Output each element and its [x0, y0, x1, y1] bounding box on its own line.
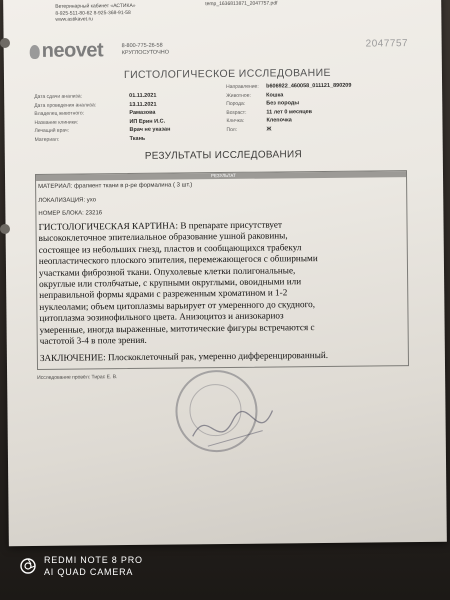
watermark-model: REDMI NOTE 8 PRO: [44, 555, 143, 565]
field-label: Пол:: [226, 126, 238, 133]
field-label: Дата сдачи анализа:: [34, 93, 83, 100]
print-header-phones: 8-925-511-80-62 8-925-368-91-58: [55, 9, 131, 17]
field-value: Без породы: [266, 100, 300, 107]
description-line: неопластического плоского эпителия, перемежающегося с обширными: [38, 253, 318, 267]
field-value: 11 лет 0 месяцев: [266, 108, 313, 116]
field-label: Дата проведения анализа:: [34, 101, 97, 109]
result-bar: [36, 171, 406, 181]
field-value: ИП Ерин И.С.: [129, 118, 166, 125]
signature: [187, 395, 278, 456]
field-row: [226, 124, 426, 135]
description-line: округлые или столбчатые, с крупными округлыми, овоидными или: [39, 276, 302, 289]
left-fields: [34, 92, 235, 145]
description-line: состоящее из небольших гнезд, пластов и сообщающихся трабекул: [38, 242, 302, 255]
field-value: 01.11.2021: [129, 92, 157, 99]
description-line: частотой 3-4 в поле зрения.: [39, 334, 147, 347]
field-label: Возраст:: [226, 109, 247, 116]
localization-line: ЛОКАЛИЗАЦИЯ: ухо: [38, 197, 97, 204]
field-value: 13.11.2021: [129, 101, 157, 108]
conclusion: ЗАКЛЮЧЕНИЕ: Плоскоклеточный рак, умеренно дифференцированный.: [39, 349, 329, 363]
clinic-logo: [30, 39, 104, 63]
clinic-phone: 8-800-775-26-58: [121, 42, 163, 50]
print-header-url: temp_1636813871_2047757.pdf: [205, 0, 278, 8]
field-value: Рамазова: [129, 109, 156, 116]
description-line: нуклеолами; объем цитоплазмы варьирует от умеренного до скудного,: [39, 298, 316, 312]
field-label: Порода:: [226, 100, 246, 107]
description-line: участками фиброзной ткани. Опухолевые клетки полигональные,: [38, 264, 296, 278]
camera-watermark: [20, 555, 143, 577]
logo-leaf-icon: [30, 44, 40, 58]
document-sheet: [3, 0, 447, 546]
document-title: ГИСТОЛОГИЧЕСКОЕ ИССЛЕДОВАНИЕ: [123, 66, 331, 82]
watermark-camera: AI QUAD CAMERA: [44, 567, 134, 577]
field-value: Ткань: [129, 135, 146, 142]
clinic-hours: КРУГЛОСУТОЧНО: [121, 49, 170, 57]
field-label: Название клиники:: [34, 119, 79, 126]
field-value: Врач не указан: [129, 126, 171, 133]
camera-lens-icon: [20, 558, 36, 574]
result-box: [35, 170, 409, 370]
description-line: умеренные, иногда выраженные, митотические фигуры встречаются с: [39, 321, 315, 335]
print-header-site: www.astikavet.ru: [55, 16, 93, 23]
field-value: Клепочка: [266, 117, 292, 124]
right-fields: [226, 82, 427, 135]
field-value: b606922_460058_011121_890209: [266, 82, 352, 90]
description-line: высококлеточное эпителиальное образование ушной раковины,: [38, 230, 288, 244]
field-label: Владелец животного:: [34, 110, 85, 117]
field-label: Лечащий врач:: [34, 127, 70, 134]
field-label: Материал:: [34, 136, 60, 143]
block-number-line: НОМЕР БЛОКА: 23216: [38, 210, 103, 217]
watermark-text: [44, 555, 143, 577]
field-value: Ж: [266, 126, 272, 133]
order-number: 2047757: [365, 38, 409, 50]
logo-text: neovet: [41, 39, 104, 62]
field-value: Кошка: [266, 91, 284, 99]
print-header-tab: Ветеринарный кабинет «АСТИКА»: [55, 2, 136, 10]
performed-by: Исследование провёл: Тирас Е. В.: [37, 374, 118, 381]
description-line: неправильной формы ядрами с разреженным хроматином и 1-2: [39, 287, 288, 301]
results-title: РЕЗУЛЬТАТЫ ИССЛЕДОВАНИЯ: [144, 149, 303, 162]
binder-hole: [0, 38, 10, 48]
field-label: Направление:: [226, 83, 259, 90]
result-bar-label: РЕЗУЛЬТАТ: [210, 172, 236, 179]
description-line: ГИСТОЛОГИЧЕСКАЯ КАРТИНА: В препарате присутствует: [38, 219, 283, 232]
field-row: [35, 134, 235, 145]
description-line: цитоплазма эозинофильного цвета. Анизоцитоз и анизокариоз: [39, 310, 284, 324]
field-label: Животное:: [226, 92, 251, 99]
material-line: МАТЕРИАЛ: фрагмент ткани в р-ре формалина ( 3 шт.): [38, 182, 193, 190]
histology-description: [38, 218, 405, 347]
field-label: Кличка:: [226, 117, 245, 124]
binder-hole: [0, 224, 10, 234]
